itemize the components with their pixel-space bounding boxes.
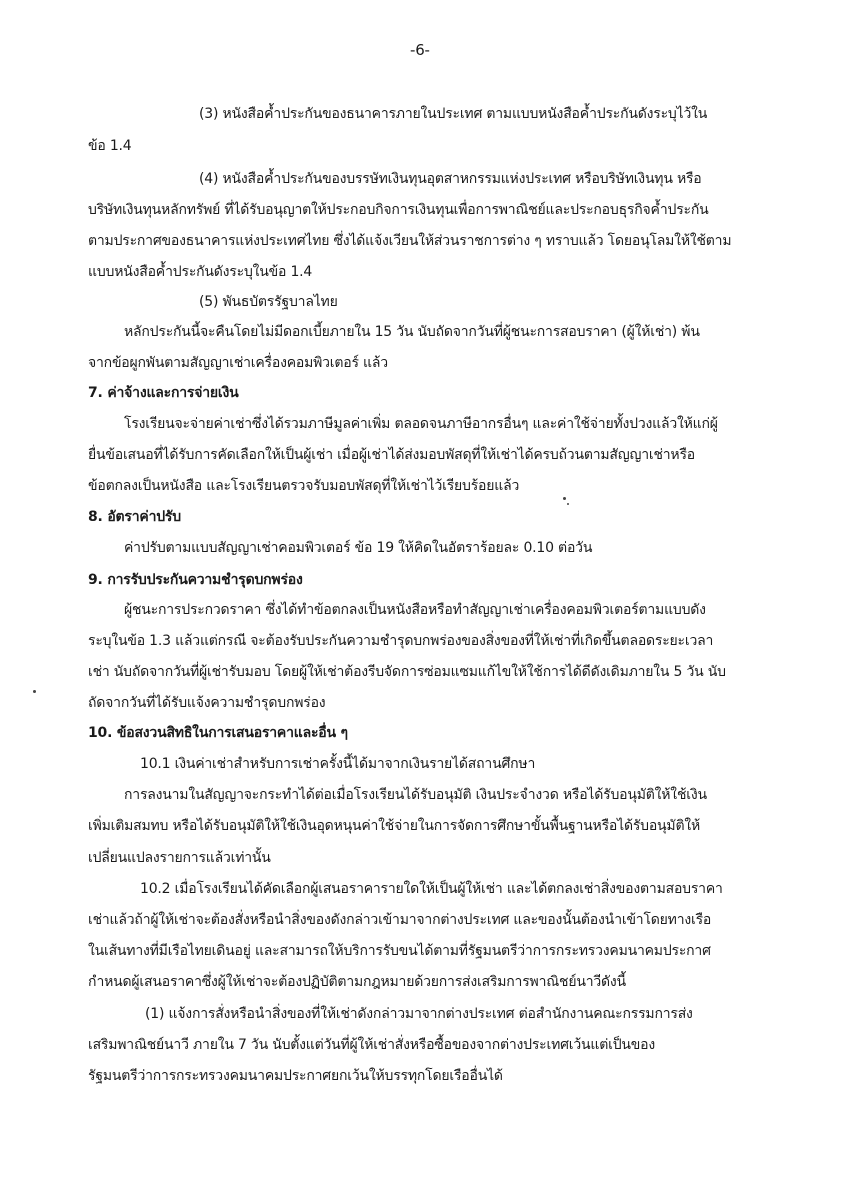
- text-line: รัฐมนตรีว่าการกระทรวงคมนาคมประกาศยกเว้นให้บรรทุกโดยเรืออื่นได้: [88, 1068, 503, 1084]
- text-line: ถัดจากวันที่ได้รับแจ้งความชำรุดบกพร่อง: [88, 695, 326, 711]
- text-line: ในเส้นทางที่มีเรือไทยเดินอยู่ และสามารถให้บริการรับขนได้ตามที่รัฐมนตรีว่าการกระทรวงคมนาคมประกาศ: [88, 943, 711, 959]
- text-line: การลงนามในสัญญาจะกระทำได้ต่อเมื่อโรงเรียนได้รับอนุมัติ เงินประจำงวด หรือได้รับอนุมัติให้ใช้เงิน: [124, 787, 707, 803]
- text-line: เปลี่ยนแปลงรายการแล้วเท่านั้น: [88, 850, 271, 866]
- text-line: 10.1 เงินค่าเช่าสำหรับการเช่าครั้งนี้ได้มาจากเงินรายได้สถานศึกษา: [140, 756, 536, 772]
- text-line: ระบุในข้อ 1.3 แล้วแต่กรณี จะต้องรับประกันความชำรุดบกพร่องของสิ่งของที่ให้เช่าที่เกิดขึ้นตลอดระยะเวลา: [88, 633, 714, 649]
- text-line: (4) หนังสือค้ำประกันของบรรษัทเงินทุนอุตสาหกรรมแห่งประเทศ หรือบริษัทเงินทุน หรือ: [199, 171, 702, 187]
- text-line: หลักประกันนี้จะคืนโดยไม่มีดอกเบี้ยภายใน 15 วัน นับถัดจากวันที่ผู้ชนะการสอบราคา (ผู้ให้เช่า) พ้น: [124, 324, 700, 340]
- text-line: เพิ่มเติมสมทบ หรือได้รับอนุมัติให้ใช้เงินอุดหนุนค่าใช้จ่ายในการจัดการศึกษาขั้นพื้นฐานหรือได้รับอนุมัติให้: [88, 818, 700, 834]
- text-line: แบบหนังสือค้ำประกันดังระบุในข้อ 1.4: [88, 264, 313, 280]
- page-number: -6-: [410, 41, 430, 59]
- text-line: ผู้ชนะการประกวดราคา ซึ่งได้ทำข้อตกลงเป็นหนังสือหรือทำสัญญาเช่าเครื่องคอมพิวเตอร์ตามแบบดัง: [124, 602, 706, 618]
- text-line: ข้อตกลงเป็นหนังสือ และโรงเรียนตรวจรับมอบพัสดุที่ให้เช่าไว้เรียบร้อยแล้ว: [88, 478, 520, 494]
- text-line: เสริมพาณิชย์นาวี ภายใน 7 วัน นับตั้งแต่วันที่ผู้ให้เช่าสั่งหรือซื้อของจากต่างประเทศเว้นแต่เป็นของ: [88, 1037, 655, 1053]
- text-line: (1) แจ้งการสั่งหรือนำสิ่งของที่ให้เช่าดังกล่าวมาจากต่างประเทศ ต่อสำนักงานคณะกรรมการส่ง: [145, 1006, 693, 1022]
- text-line: (3) หนังสือค้ำประกันของธนาคารภายในประเทศ ตามแบบหนังสือค้ำประกันดังระบุไว้ใน: [199, 106, 708, 122]
- text-line: กำหนดผู้เสนอราคาซึ่งผู้ให้เช่าจะต้องปฏิบัติตามกฎหมายด้วยการส่งเสริมการพาณิชย์นาวีดังนี้: [88, 974, 626, 990]
- scan-speck: [563, 497, 566, 500]
- scan-speck: [567, 503, 569, 505]
- text-line: เช่าแล้วถ้าผู้ให้เช่าจะต้องสั่งหรือนำสิ่งของดังกล่าวเข้ามาจากต่างประเทศ และของนั้นต้องนำเข้าโดยทางเรือ: [88, 912, 712, 928]
- section-heading: 7. ค่าจ้างและการจ่ายเงิน: [88, 385, 239, 401]
- text-line: ตามประกาศของธนาคารแห่งประเทศไทย ซึ่งได้แจ้งเวียนให้ส่วนราชการต่าง ๆ ทราบแล้ว โดยอนุโลมให้ใช้ตาม: [88, 233, 732, 249]
- section-heading: 9. การรับประกันความชำรุดบกพร่อง: [88, 572, 303, 588]
- text-line: ค่าปรับตามแบบสัญญาเช่าคอมพิวเตอร์ ข้อ 19 ให้คิดในอัตราร้อยละ 0.10 ต่อวัน: [124, 540, 593, 556]
- section-heading: 8. อัตราค่าปรับ: [88, 509, 181, 525]
- text-line: บริษัทเงินทุนหลักทรัพย์ ที่ได้รับอนุญาตให้ประกอบกิจการเงินทุนเพื่อการพาณิชย์และประกอบธุรกิจค้ำประกัน: [88, 202, 709, 218]
- text-line: ยื่นข้อเสนอที่ได้รับการคัดเลือกให้เป็นผู้เช่า เมื่อผู้เช่าได้ส่งมอบพัสดุที่ให้เช่าได้ครบถ้วนตามสัญญาเช่าหรือ: [88, 447, 695, 463]
- scan-speck: [33, 690, 36, 693]
- text-line: 10.2 เมื่อโรงเรียนได้คัดเลือกผู้เสนอราคารายใดให้เป็นผู้ให้เช่า และได้ตกลงเช่าสิ่งของตามสอบราคา: [140, 881, 723, 897]
- text-line: จากข้อผูกพันตามสัญญาเช่าเครื่องคอมพิวเตอร์ แล้ว: [88, 355, 388, 371]
- section-heading: 10. ข้อสงวนสิทธิในการเสนอราคาและอื่น ๆ: [88, 725, 348, 741]
- text-line: (5) พันธบัตรรัฐบาลไทย: [199, 294, 338, 310]
- text-line: ข้อ 1.4: [88, 138, 132, 154]
- text-line: เช่า นับถัดจากวันที่ผู้เช่ารับมอบ โดยผู้ให้เช่าต้องรีบจัดการซ่อมแซมแก้ไขให้ใช้การได้ดีดังเดิมภายใน 5 วัน นับ: [88, 664, 726, 680]
- text-line: โรงเรียนจะจ่ายค่าเช่าซึ่งได้รวมภาษีมูลค่าเพิ่ม ตลอดจนภาษีอากรอื่นๆ และค่าใช้จ่ายทั้งปวงแล้วให้แก่ผู้: [124, 416, 718, 432]
